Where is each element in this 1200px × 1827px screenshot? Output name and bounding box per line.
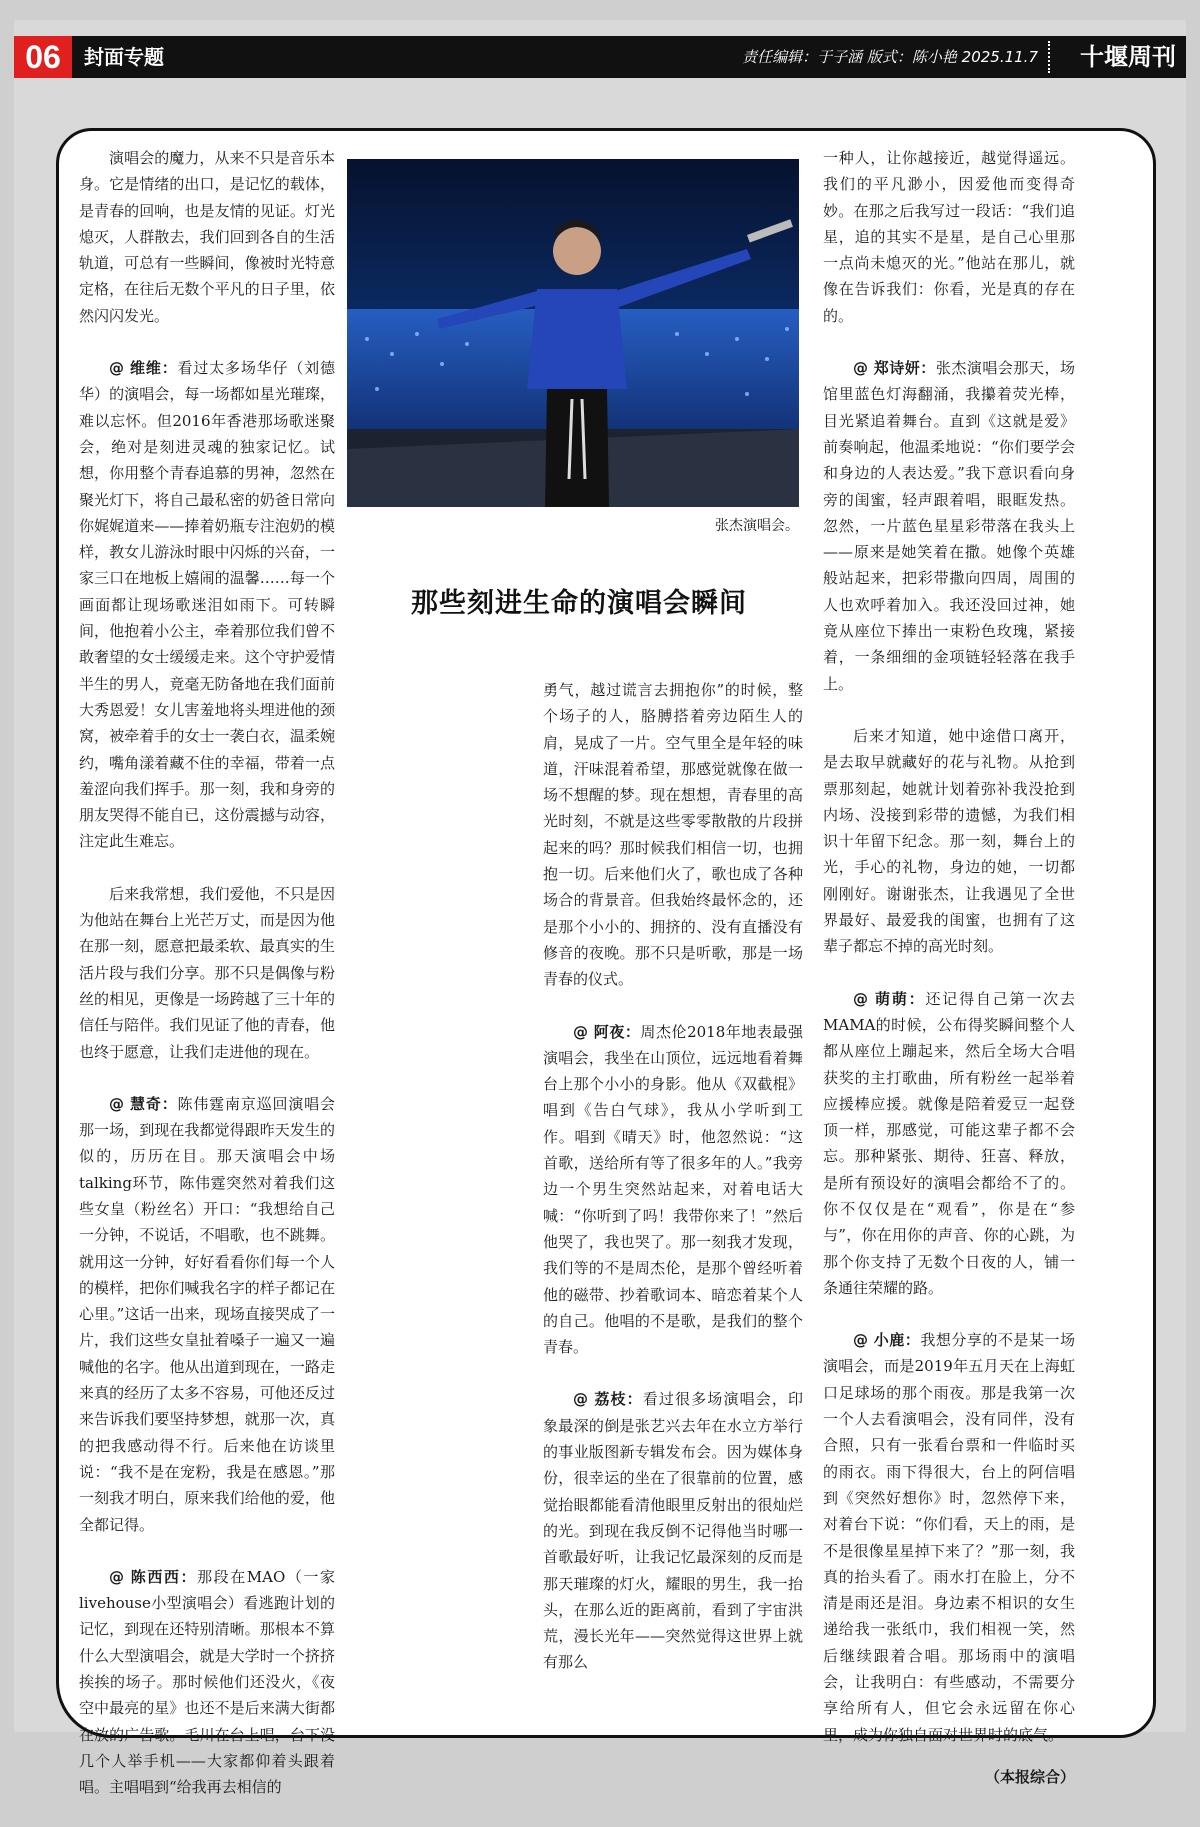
newspaper-masthead: 十堰周刊: [1048, 41, 1176, 73]
concert-photo: [347, 159, 799, 507]
paragraph-text: 那段在MAO（一家livehouse小型演唱会）看逃跑计划的记忆，到现在还特别清晰。那根本不算什么大型演唱会，就是大学时一个挤挤挨挨的场子。那时候他们还没火，《夜空中最亮的星》也还不是后来满大街都在放的广告歌。毛川在台上唱，台下没几个人举手机——大家都仰着头跟着唱。主唱唱到“给我再去相信的: [79, 1567, 335, 1797]
photo-caption: 张杰演唱会。: [715, 518, 799, 534]
paragraph-text: 陈伟霆南京巡回演唱会那一场，到现在我都觉得跟昨天发生的似的，历历在目。那天演唱会中场talking环节，陈伟霆突然对着我们这些女皇（粉丝名）开口：“我想给自己一分钟，不说话，不唱歌，也不跳舞。就用这一分钟，好好看看你们每一个人的模样，把你们喊我名字的样子都记在心里。”这话一出来，现场直接哭成了一片，我们这些女皇扯着嗓子一遍又一遍喊他的名字。他从出道到现在，一路走来真的经历了太多不容易，可他还反过来告诉我们要坚持梦想，就那一次，真的把我感动得不行。后来他在访谈里说：“我不是在宠粉，我是在感恩。”那一刻我才明白，原来我们给他的爱，他全都记得。: [79, 1094, 335, 1534]
paragraph: [823, 986, 1075, 1302]
article-column-1: [79, 145, 335, 1827]
article-headline: 那些刻进生命的演唱会瞬间: [411, 588, 747, 619]
source-note: （本报综合）: [984, 1767, 1075, 1786]
section-title: 封面专题: [84, 45, 164, 69]
paragraph: [543, 1019, 803, 1361]
paragraph-text: 张杰演唱会那天，场馆里蓝色灯海翻涌，我攥着荧光棒，目光紧追着舞台。直到《这就是爱》前奏响起，他温柔地说：“你们要学会和身边的人表达爱。”我下意识看向身旁的闺蜜，轻声跟着唱，眼眶发热。忽然，一片蓝色星星彩带落在我头上——原来是她笑着在撒。她像个英雄般站起来，把彩带撒向四周，周围的人也欢呼着加入。我还没回过神，她竟从座位下捧出一束粉色玫瑰，紧接着，一条细细的金项链轻轻落在我手上。: [823, 359, 1075, 693]
paragraph: [543, 1386, 803, 1675]
paragraph: [823, 1327, 1075, 1748]
paragraph: [823, 355, 1075, 697]
author-handle: @ 阿夜：: [573, 1022, 641, 1041]
article-column-2: [543, 677, 803, 1702]
page-number: 06: [14, 36, 72, 78]
paragraph: 后来才知道，她中途借口离开，是去取早就藏好的花与礼物。从抢到票那刻起，她就计划着弥补我没抢到内场、没接到彩带的遗憾，为我们相识十年留下纪念。那一刻，舞台上的光，手心的礼物，身边的她，一切都刚刚好。谢谢张杰，让我遇见了全世界最好、最爱我的闺蜜，也拥有了这辈子都忘不掉的高光时刻。: [823, 726, 1075, 956]
paragraph: 后来我常想，我们爱他，不只是因为他站在舞台上光芒万丈，而是因为他在那一刻，愿意把最柔软、最真实的生活片段与我们分享。那不只是偶像与粉丝的相见，更像是一场跨越了三十年的信任与陪伴。我们见证了他的青春，他也终于愿意，让我们走进他的现在。: [79, 884, 335, 1061]
author-handle: @ 荔枝：: [573, 1390, 643, 1409]
article-frame: [56, 128, 1156, 1797]
intro-paragraph: 演唱会的魔力，从来不只是音乐本身。它是情绪的出口，是记忆的载体，是青春的回响，也是友情的见证。灯光熄灭，人群散去，我们回到各自的生活轨道，可总有一些瞬间，像被时光特意定格，在往后无数个平凡的日子里，依然闪闪发光。: [79, 149, 335, 325]
author-handle: @ 陈西西：: [109, 1567, 198, 1586]
paragraph-text: 看过很多场演唱会，印象最深的倒是张艺兴去年在水立方举行的事业版图新专辑发布会。因为媒体身份，很幸运的坐在了很靠前的位置，感觉抬眼都能看清他眼里反射出的很灿烂的光。到现在我反倒不记得他当时哪一首歌最好听，让我记忆最深刻的反而是那天璀璨的灯火，耀眼的男生，我一抬头，在那么近的距离前，看到了宇宙洪荒，漫长光年——突然觉得这世界上就有那么: [543, 1390, 803, 1672]
paragraph-text: 周杰伦2018年地表最强演唱会，我坐在山顶位，远远地看着舞台上那个小小的身影。他从《双截棍》唱到《告白气球》，我从小学听到工作。唱到《晴天》时，他忽然说：“这首歌，送给所有等了很多年的人。”我旁边一个男生突然站起来，对着电话大喊：“你听到了吗！我带你来了！”然后他哭了，我也哭了。那一刻我才发现，我们等的不是周杰伦，是那个曾经听着他的磁带、抄着歌词本、暗恋着某个人的自己。他唱的不是歌，是我们的整个青春。: [543, 1022, 803, 1357]
author-handle: @ 小鹿：: [853, 1331, 921, 1350]
paragraph: [79, 1564, 335, 1801]
editor-credits: 责任编辑：于子涵 版式：陈小艳 2025.11.7: [742, 48, 1038, 66]
page-header: [14, 36, 1186, 78]
author-handle: @ 维维：: [109, 359, 178, 378]
newspaper-page: [14, 20, 1186, 1797]
author-handle: @ 郑诗妍：: [853, 359, 936, 378]
paragraph-text: 看过太多场华仔（刘德华）的演唱会，每一场都如星光璀璨，难以忘怀。但2016年香港那场歌迷聚会，绝对是刻进灵魂的独家记忆。试想，你用整个青春追慕的男神，忽然在聚光灯下，将自己最私密的奶爸日常向你娓娓道来——捧着奶瓶专注泡奶的模样，教女儿游泳时眼中闪烁的兴奋，一家三口在地板上嬉闹的温馨……每一个画面都让现场歌迷泪如雨下。可转瞬间，他抱着小公主，牵着那位我们曾不敢奢望的女士缓缓走来。这个守护爱情半生的男人，竟毫无防备地在我们面前大秀恩爱！女儿害羞地将头埋进他的颈窝，被牵着手的女士一袭白衣，温柔婉约，嘴角漾着藏不住的幸福，带着一点羞涩向我们挥手。那一刻，我和身旁的朋友哭得不能自已，这份震撼与动容，注定此生难忘。: [79, 359, 335, 851]
concert-photo-illustration: [347, 159, 799, 507]
paragraph-text: 我想分享的不是某一场演唱会，而是2019年五月天在上海虹口足球场的那个雨夜。那是我第一次一个人去看演唱会，没有同伴，没有合照，只有一张看台票和一件临时买的雨衣。雨下得很大，台上的阿信唱到《突然好想你》时，忽然停下来，对着台下说：“你们看，天上的雨，是不是很像星星掉下来了？”那一刻，我真的抬头看了。雨水打在脸上，分不清是雨还是泪。身边素不相识的女生递给我一张纸巾，我们相视一笑，然后继续跟着合唱。那场雨中的演唱会，让我明白：有些感动，不需要分享给所有人，但它会永远留在你心里，成为你独自面对世界时的底气。: [823, 1331, 1075, 1744]
paragraph: [79, 355, 335, 855]
paragraph: 勇气，越过谎言去拥抱你”的时候，整个场子的人，胳膊搭着旁边陌生人的肩，晃成了一片。空气里全是年轻的味道，汗味混着希望，那感觉就像在做一场不想醒的梦。现在想想，青春里的高光时刻，不就是这些零零散散的片段拼起来的吗？那时候我们相信一切，也拥抱一切。后来他们火了，歌也成了各种场合的背景音。但我始终最怀念的，还是那个小小的、拥挤的、没有直播没有修音的夜晚。那不只是听歌，那是一场青春的仪式。: [543, 681, 803, 989]
paragraph: 一种人，让你越接近，越觉得遥远。我们的平凡渺小，因爱他而变得奇妙。在那之后我写过一段话：“我们追星，追的其实不是星，是自己心里那一点尚未熄灭的光。”他站在那儿，就像在告诉我们：你看，光是真的存在的。: [823, 149, 1075, 325]
author-handle: @ 慧奇：: [109, 1094, 178, 1113]
article-column-3: [823, 145, 1075, 1816]
paragraph-text: 还记得自己第一次去MAMA的时候，公布得奖瞬间整个人都从座位上蹦起来，然后全场大合唱获奖的主打歌曲，所有粉丝一起举着应援棒应援。就像是陪着爱豆一起登顶一样，那感觉，可能这辈子都不会忘。那种紧张、期待、狂喜、释放，是所有预设好的演唱会都给不了的。你不仅仅是在“观看”，你是在“参与”，你在用你的声音、你的心跳，为那个你支持了无数个日夜的人，铺一条通往荣耀的路。: [823, 989, 1075, 1297]
paragraph: [79, 1091, 335, 1538]
author-handle: @ 萌萌：: [853, 989, 926, 1008]
